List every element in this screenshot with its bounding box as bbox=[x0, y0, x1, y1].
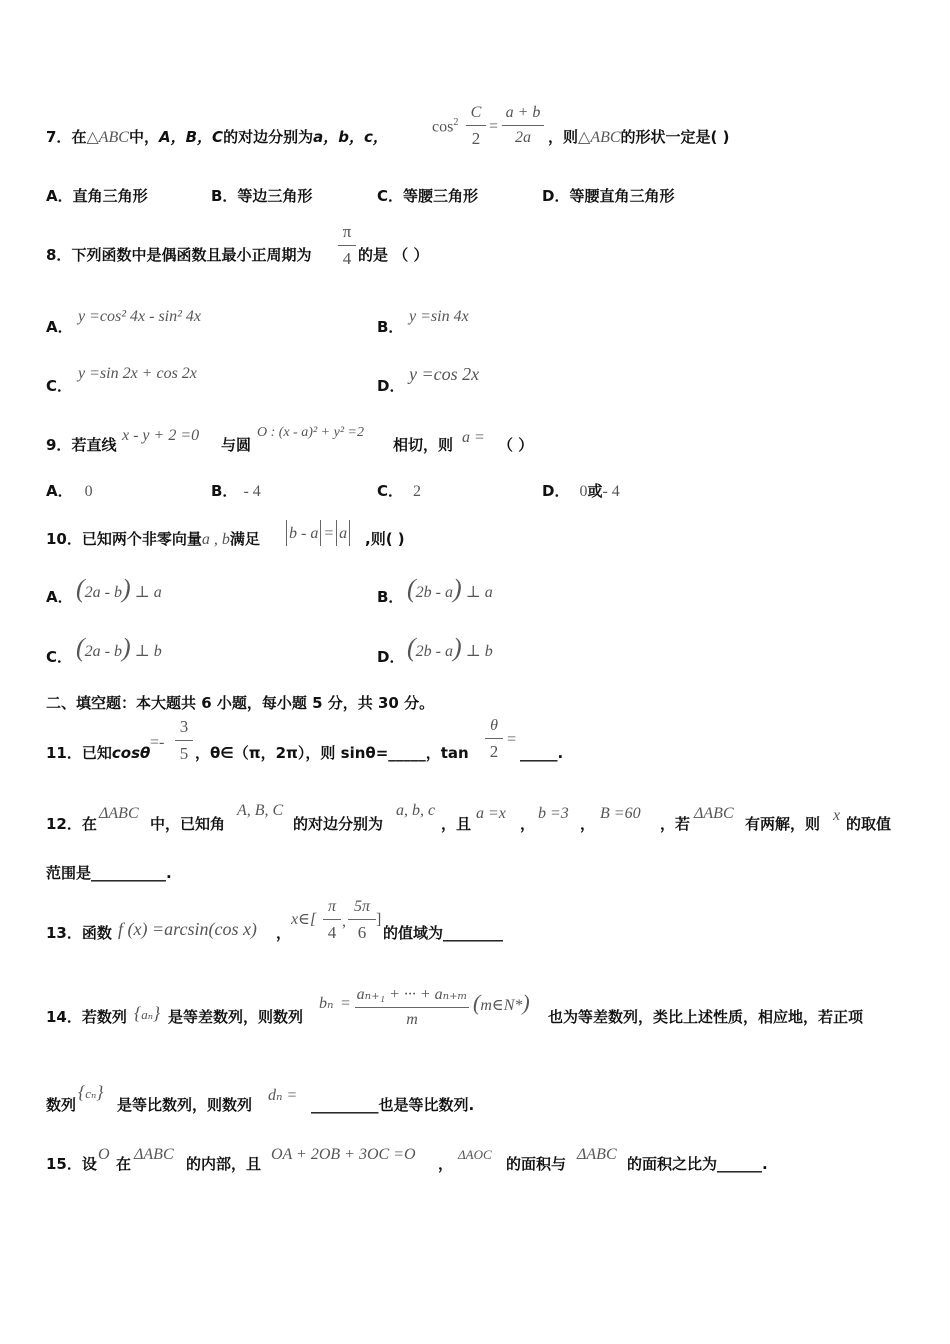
q8-option-c[interactable]: C． bbox=[46, 377, 73, 395]
q14-answer-blank[interactable]: _________也是等比数列. bbox=[311, 1096, 475, 1114]
q8-stem: 8．下列函数中是偶函数且最小正周期为 bbox=[46, 246, 312, 264]
q14-cn: {cₙ} bbox=[78, 1082, 104, 1102]
q10-option-b[interactable]: B． bbox=[377, 588, 404, 606]
q14-condition: (m∈N*) bbox=[473, 990, 530, 1015]
q8-expr-c: y =sin 2x + cos 2x bbox=[78, 365, 197, 382]
q10-option-c[interactable]: C． bbox=[46, 648, 73, 666]
q7-frac-c2: C 2 bbox=[466, 104, 486, 149]
q9-stem: 9．若直线 bbox=[46, 436, 117, 454]
q11-stem: 11．已知cosθ bbox=[46, 744, 151, 762]
q10-expr-d: (2b - a) ⊥ b bbox=[407, 633, 493, 662]
q7-stem: 7．在△ABC中，A，B，C的对边分别为a，b，c， bbox=[46, 128, 388, 146]
q8-option-b[interactable]: B． bbox=[377, 318, 404, 336]
q15-answer-blank[interactable]: 的面积之比为______. bbox=[627, 1155, 768, 1173]
q7-option-b[interactable]: B．等边三角形 bbox=[211, 187, 313, 205]
q9-option-c[interactable]: C． 2 bbox=[377, 482, 422, 500]
q12-stem: 12．在 bbox=[46, 815, 97, 833]
q7-frac-ab: a + b 2a bbox=[502, 104, 544, 147]
q9-option-b[interactable]: B． - 4 bbox=[211, 482, 261, 500]
section-heading: 二、填空题：本大题共 6 小题，每小题 5 分，共 30 分。 bbox=[46, 694, 435, 712]
q11-frac-35: 3 5 bbox=[175, 717, 193, 764]
q8-expr-a: y =cos² 4x - sin² 4x bbox=[78, 308, 202, 325]
q9-line: x - y + 2 =0 bbox=[122, 427, 200, 444]
q7-option-d[interactable]: D．等腰直角三角形 bbox=[542, 187, 675, 205]
q10-expr-b: (2b - a) ⊥ a bbox=[407, 574, 493, 603]
q10-expr-a: (2a - b) ⊥ a bbox=[76, 574, 162, 603]
q8-frac-pi4: π 4 bbox=[338, 222, 356, 269]
q12-answer-blank[interactable]: 范围是__________. bbox=[46, 864, 172, 882]
q11-frac-theta2: θ 2 bbox=[485, 717, 503, 762]
q14-stem: 14．若数列 bbox=[46, 1008, 127, 1026]
q13-frac-pi4: π 4 bbox=[323, 898, 341, 943]
q7-cos: $\cos^2$ bbox=[432, 117, 459, 136]
q9-option-d[interactable]: D． 0或- 4 bbox=[542, 482, 620, 500]
q10-stem: 10．已知两个非零向量a , b满足 bbox=[46, 530, 260, 548]
q7-number: 7． bbox=[46, 128, 72, 146]
q7-option-c[interactable]: C．等腰三角形 bbox=[377, 187, 479, 205]
q14-an: {aₙ} bbox=[134, 1003, 161, 1023]
q9-option-a[interactable]: A． 0 bbox=[46, 482, 93, 500]
q13-stem: 13．函数 bbox=[46, 924, 112, 942]
q13-frac-5pi6: 5π 6 bbox=[348, 898, 376, 943]
q14-fraction: aₙ₊₁ + ··· + aₙ₊ₘ m bbox=[356, 986, 468, 1028]
q10-option-a[interactable]: A． bbox=[46, 588, 73, 606]
q10-condition: b - a = a bbox=[284, 520, 352, 546]
q8-expr-b: y =sin 4x bbox=[409, 308, 469, 325]
q7-option-a[interactable]: A．直角三角形 bbox=[46, 187, 148, 205]
q8-option-d[interactable]: D． bbox=[377, 377, 405, 395]
q15-stem: 15．设 bbox=[46, 1155, 97, 1173]
q9-circle: O : (x - a)² + y² =2 bbox=[257, 425, 364, 440]
q7-triangle: △ABC bbox=[86, 129, 129, 146]
q8-option-a[interactable]: A． bbox=[46, 318, 73, 336]
q10-option-d[interactable]: D． bbox=[377, 648, 405, 666]
q8-expr-d: y =cos 2x bbox=[409, 364, 480, 384]
q10-expr-c: (2a - b) ⊥ b bbox=[76, 633, 162, 662]
